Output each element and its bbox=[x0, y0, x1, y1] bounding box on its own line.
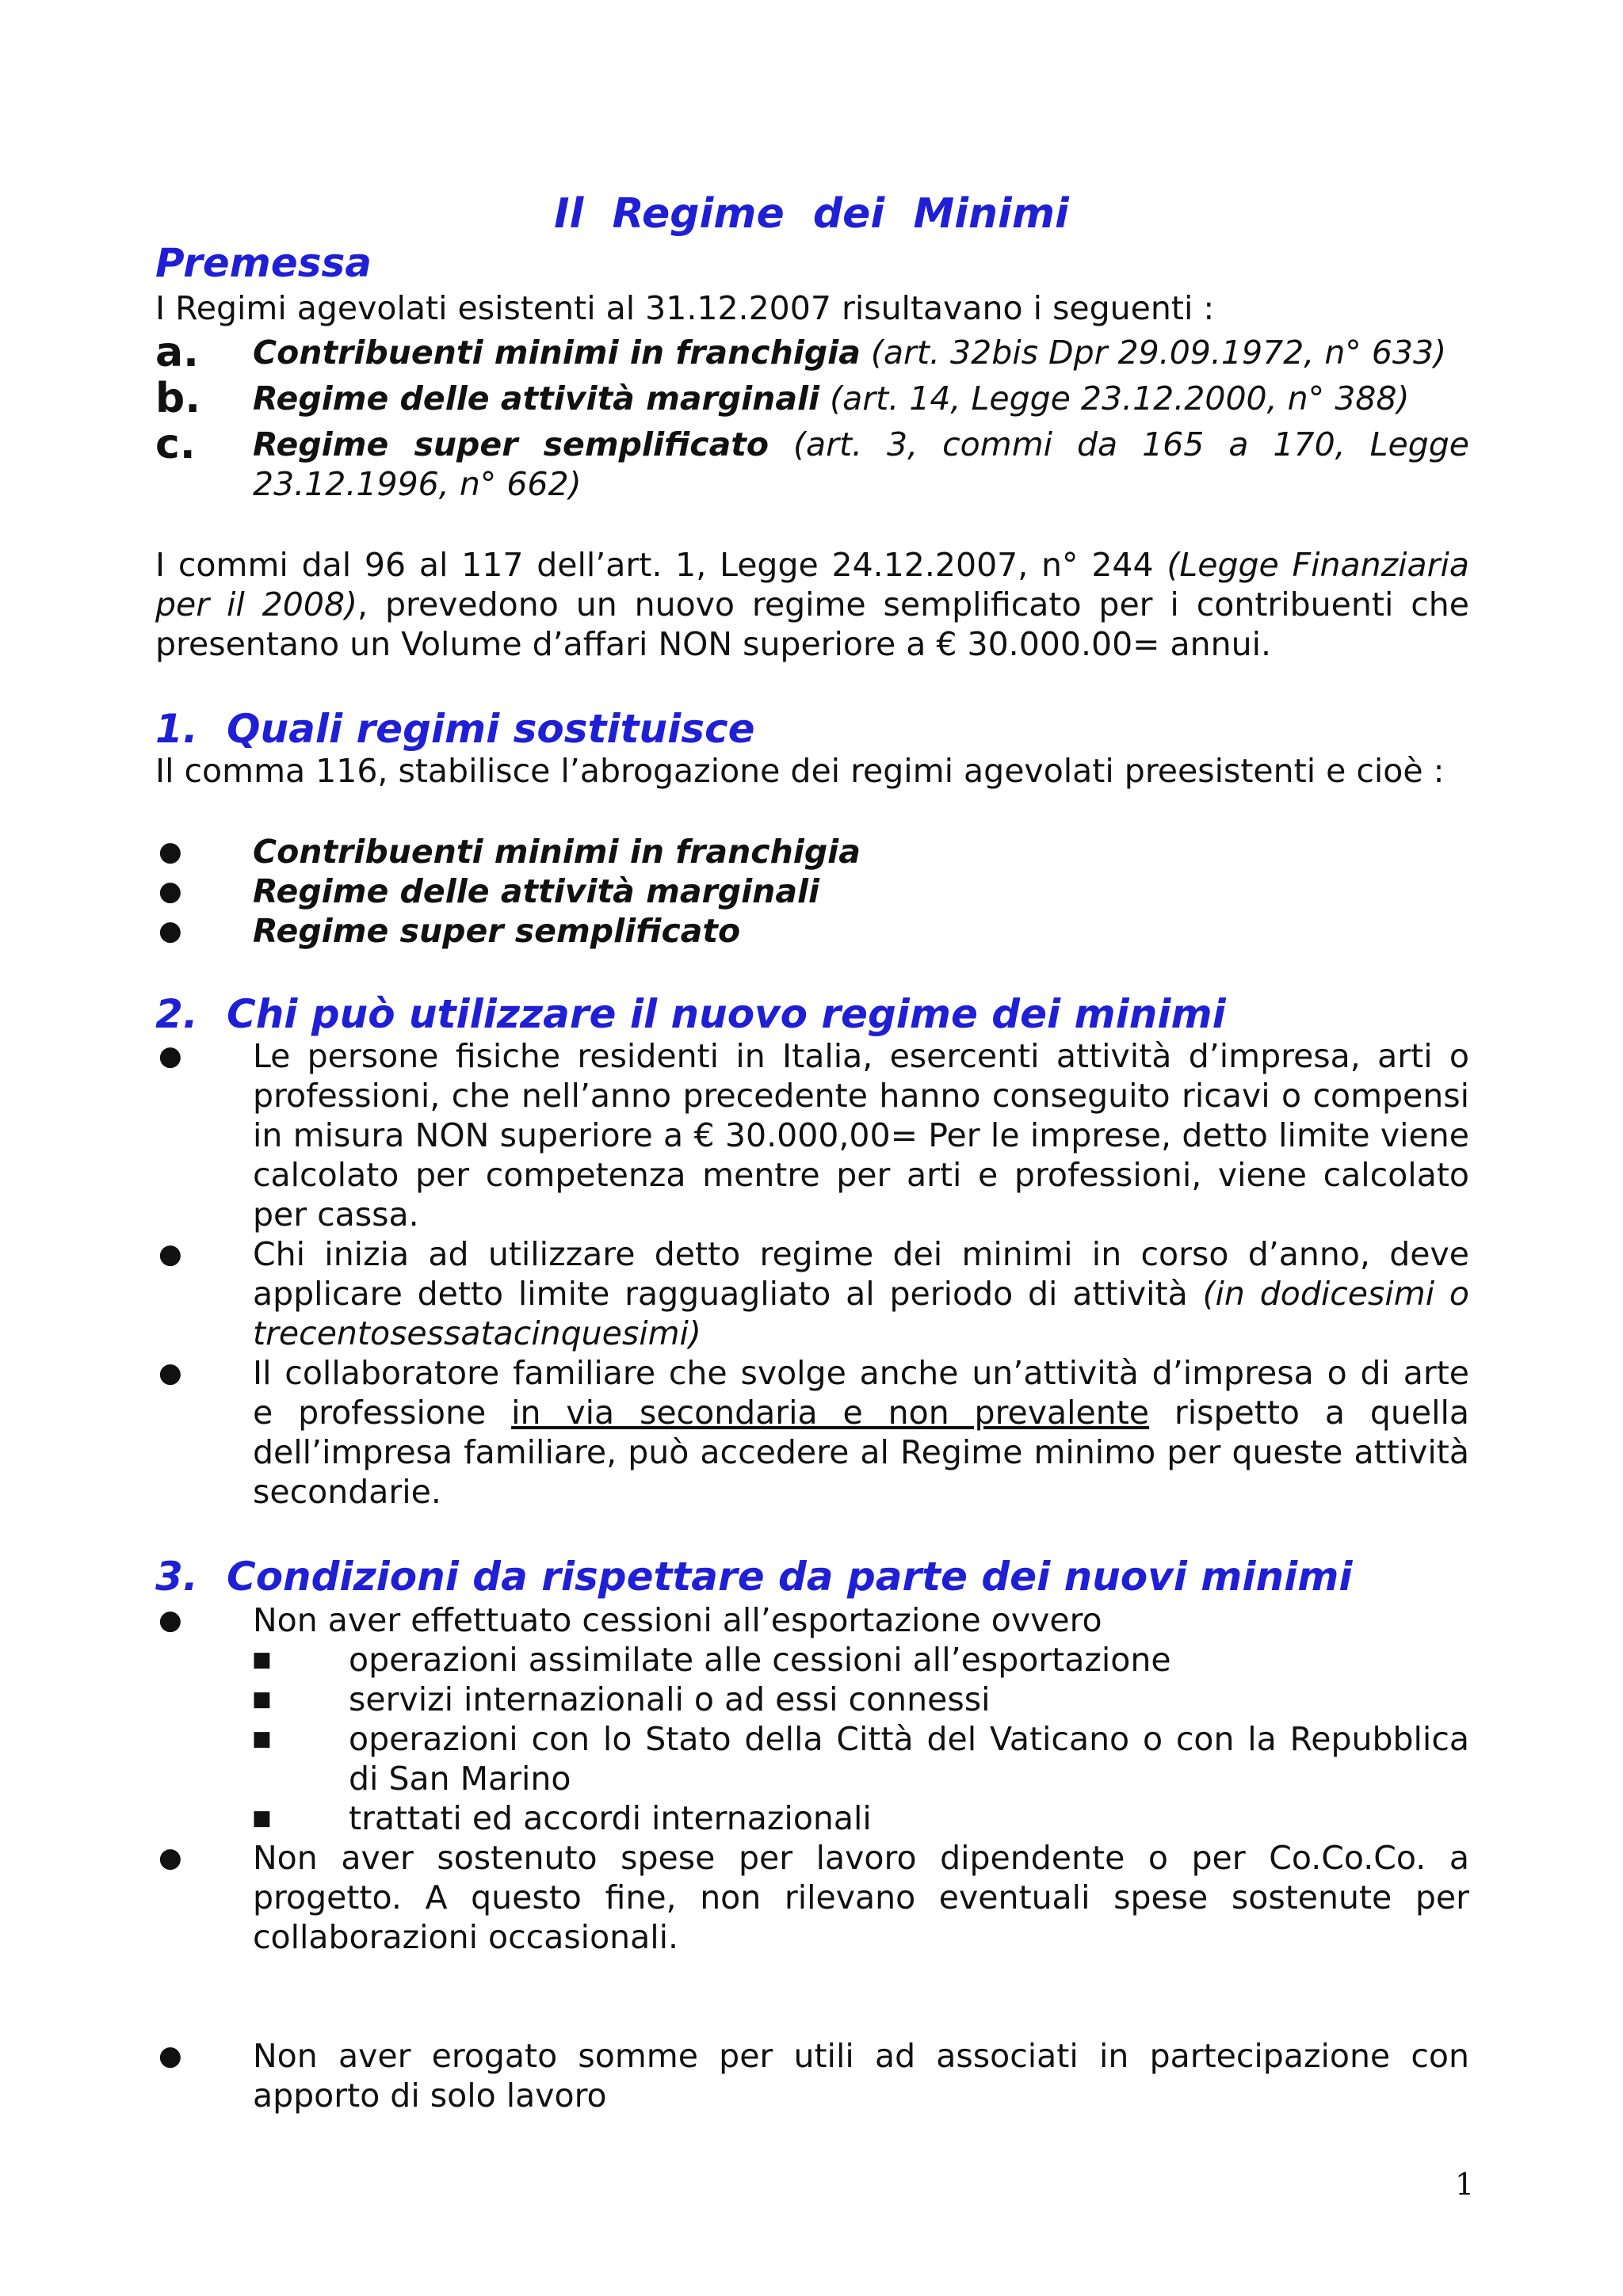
section2-number: 2. bbox=[155, 991, 198, 1037]
para-text-a: I commi dal 96 al 117 dell’art. 1, Legge 24.12.2007, n° 244 bbox=[155, 546, 1167, 584]
bullet-icon: ● bbox=[158, 1604, 182, 1636]
b3-underlined: in via secondaria e non prevalente bbox=[511, 1394, 1150, 1432]
section2-title: Chi può utilizzare il nuovo regime dei minimi bbox=[227, 991, 1226, 1037]
section3-bullet-2: Non aver sostenuto spese per lavoro dipendente o per Co.Co.Co. a progetto. A questo fine, non rilevano eventuali spese sostenute per collaborazioni occasionali. bbox=[253, 1839, 1469, 1956]
section3-number: 3. bbox=[155, 1554, 198, 1600]
bullet-icon: ● bbox=[158, 1357, 182, 1389]
square-bullet-icon: ■ bbox=[252, 1688, 272, 1711]
bullet-icon: ● bbox=[158, 915, 182, 947]
premessa-heading: Premessa bbox=[155, 240, 372, 286]
bullet-icon: ● bbox=[158, 2040, 182, 2072]
para-text-c: , prevedono un nuovo regime semplificato per i contribuenti che presentano un Volume d’affari NON superiore a € 30.000.00= annui. bbox=[155, 585, 1469, 663]
b2-italic: (in dodicesimi o trecentosessatacinquesimi) bbox=[253, 1275, 1469, 1352]
section3-bullet-3: Non aver erogato somme per utili ad associati in partecipazione con apporto di solo lavoro bbox=[253, 2037, 1469, 2115]
item-a bbox=[253, 333, 1469, 372]
section2-bullet-3 bbox=[253, 1353, 1469, 1512]
item-b-ref: (art. 14, Legge 23.12.2000, n° 388) bbox=[819, 379, 1410, 418]
bullet-icon: ● bbox=[158, 1040, 182, 1072]
page-number: 1 bbox=[1455, 2167, 1475, 2202]
b2-text: Chi inizia ad utilizzare detto regime dei minimi in corso d’anno, deve applicare detto limite ragguagliato al periodo di attività bbox=[253, 1235, 1469, 1313]
para-law-name: (Legge Finanziaria per il 2008) bbox=[155, 546, 1469, 624]
bullet-icon: ● bbox=[158, 1238, 182, 1270]
square-bullet-icon: ■ bbox=[252, 1806, 272, 1830]
premessa-intro: I Regimi agevolati esistenti al 31.12.2007 risultavano i seguenti : bbox=[155, 289, 1215, 327]
bullet-icon: ● bbox=[158, 836, 182, 868]
page-title: Il Regime dei Minimi bbox=[554, 190, 1069, 238]
section2-bullet-2 bbox=[253, 1234, 1469, 1353]
bullet-icon: ● bbox=[158, 1842, 182, 1874]
item-a-name: Contribuenti minimi in franchigia bbox=[253, 334, 861, 372]
sub-item: servizi internazionali o ad essi connessi bbox=[349, 1680, 991, 1718]
sub-item: trattati ed accordi internazionali bbox=[349, 1799, 872, 1837]
item-a-ref: (art. 32bis Dpr 29.09.1972, n° 633) bbox=[860, 334, 1447, 372]
item-a-letter: a. bbox=[155, 329, 199, 376]
item-c-letter: c. bbox=[155, 421, 196, 468]
item-c-ref: (art. 3, commi da 165 a 170, Legge 23.12.1996, n° 662) bbox=[253, 425, 1469, 503]
list-item: Regime delle attività marginali bbox=[253, 872, 820, 910]
square-bullet-icon: ■ bbox=[252, 1727, 272, 1751]
item-c bbox=[253, 425, 1469, 504]
square-bullet-icon: ■ bbox=[252, 1648, 272, 1672]
list-item: Regime super semplificato bbox=[253, 912, 741, 950]
premessa-paragraph bbox=[155, 545, 1469, 664]
sub-item: operazioni con lo Stato della Città del Vaticano o con la Repubblica di San Marino bbox=[349, 1720, 1469, 1798]
section1-heading bbox=[155, 705, 755, 753]
section1-intro: Il comma 116, stabilisce l’abrogazione dei regimi agevolati preesistenti e cioè : bbox=[155, 752, 1445, 790]
item-b-name: Regime delle attività marginali bbox=[253, 379, 820, 418]
item-c-name: Regime super semplificato bbox=[253, 425, 769, 463]
section3-title: Condizioni da rispettare da parte dei nuovi minimi bbox=[227, 1554, 1353, 1600]
section1-title: Quali regimi sostituisce bbox=[227, 706, 755, 752]
section2-heading bbox=[155, 990, 1226, 1038]
section3-heading bbox=[155, 1553, 1353, 1600]
section2-bullet-1: Le persone fisiche residenti in Italia, esercenti attività d’impresa, arti o professioni, che nell’anno precedente hanno conseguito ricavi o compensi in misura NON superiore a € 30.000,00= Per le imprese, detto limite viene calcolato per competenza mentre per arti e professioni, viene calcolato per cassa. bbox=[253, 1037, 1469, 1234]
item-b-letter: b. bbox=[155, 375, 200, 422]
bullet-icon: ● bbox=[158, 875, 182, 907]
list-item: Contribuenti minimi in franchigia bbox=[253, 833, 861, 871]
section3-bullet-1: Non aver effettuato cessioni all’esportazione ovvero bbox=[253, 1601, 1102, 1639]
b3-text-a: Il collaboratore familiare che svolge anche un’attività d’impresa o di arte e professione bbox=[253, 1354, 1469, 1432]
b3-text-b: rispetto a quella dell’impresa familiare, può accedere al Regime minimo per queste attività secondarie. bbox=[253, 1394, 1469, 1511]
section1-number: 1. bbox=[155, 706, 198, 752]
item-b bbox=[253, 379, 1469, 418]
sub-item: operazioni assimilate alle cessioni all’esportazione bbox=[349, 1641, 1171, 1679]
